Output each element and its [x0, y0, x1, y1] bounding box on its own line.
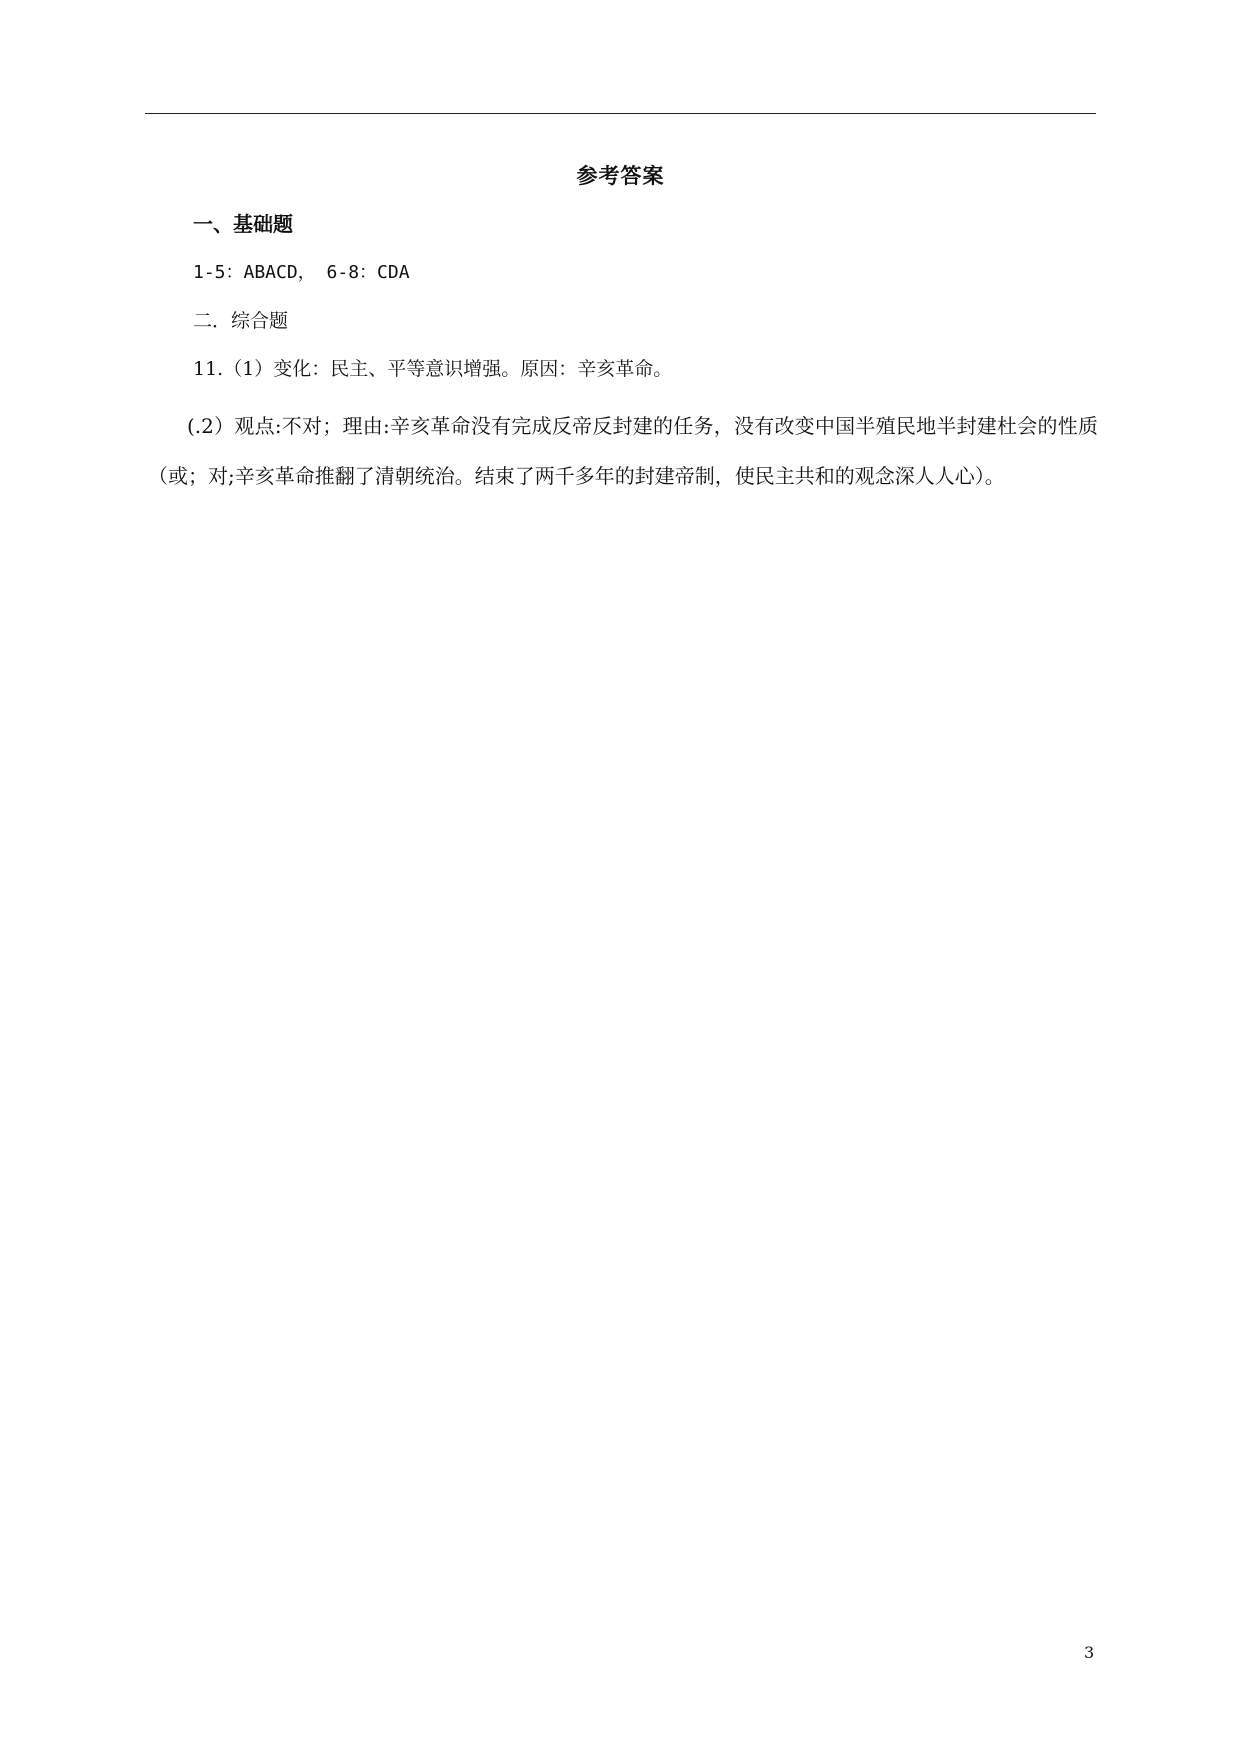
page-number: 3	[1084, 1643, 1095, 1662]
section-heading-comprehensive: 二．综合题	[193, 310, 289, 332]
section-heading-basic: 一、基础题	[193, 212, 293, 236]
question-11-part-1: 11.（1）变化：民主、平等意识增强。原因：辛亥革命。	[193, 358, 673, 380]
question-11-part-2: (.2）观点:不对；理由:辛亥革命没有完成反帝反封建的任务，没有改变中国半殖民地半封建杜会的性质（或；对;辛亥革命推翻了清朝统治。结束了两千多年的封建帝制，使民主共和的观念深人人心）。	[148, 414, 1098, 488]
header-rule	[145, 113, 1096, 114]
multiple-choice-answers: 1-5：ABACD， 6-8：CDA	[193, 262, 410, 283]
page-title: 参考答案	[576, 164, 665, 188]
